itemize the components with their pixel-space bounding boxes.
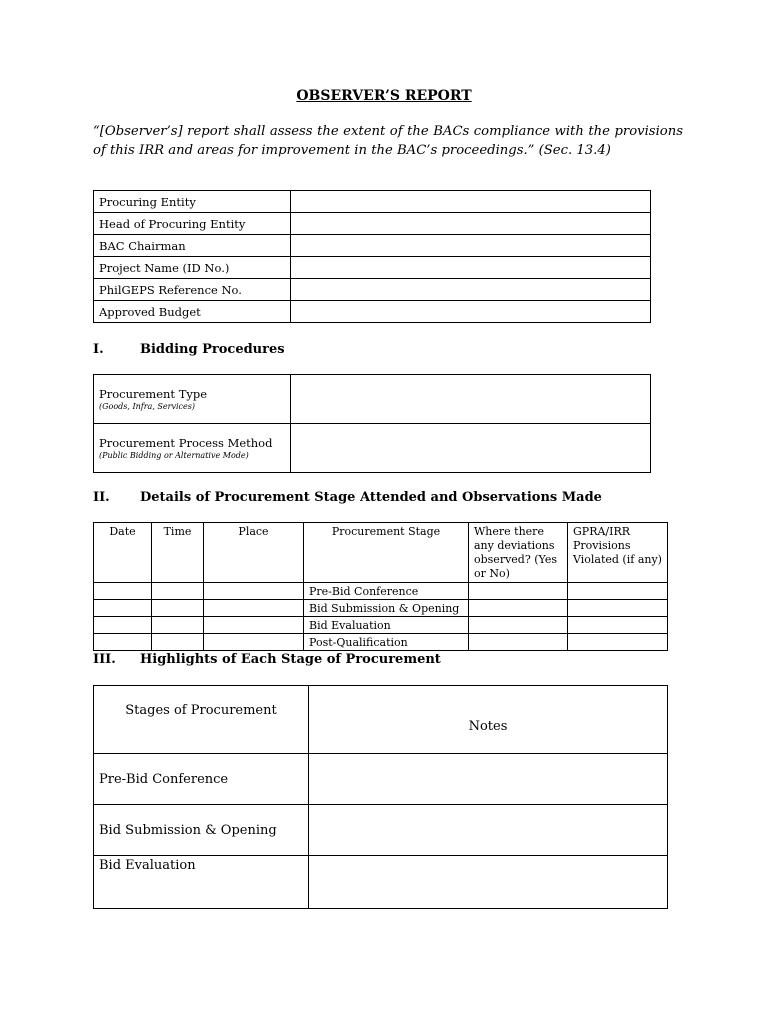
stage-label: Pre-Bid Conference [94,754,309,805]
table-row [94,600,668,617]
row-label: Head of Procuring Entity [94,213,291,235]
stage-cell: Bid Submission & Opening [304,600,469,617]
column-header-time: Time [152,523,204,583]
place-cell[interactable] [204,617,304,634]
row-label: Project Name (ID No.) [94,257,291,279]
date-cell[interactable] [94,583,152,600]
row-label: BAC Chairman [94,235,291,257]
value-cell[interactable] [291,191,651,213]
place-cell[interactable] [204,600,304,617]
label-text: Procurement Type [99,387,208,401]
notes-cell[interactable] [309,754,668,805]
highlights-table [93,685,668,909]
table-row [94,617,668,634]
row-label [94,375,291,424]
report-title: OBSERVER’S REPORT [296,88,472,104]
section-title: Bidding Procedures [140,342,285,357]
stage-label: Bid Submission & Opening [94,805,309,856]
column-header-notes: Notes [309,686,668,754]
section-number: I. [93,342,104,357]
place-cell[interactable] [204,634,304,651]
column-header-place: Place [204,523,304,583]
value-cell[interactable] [291,301,651,323]
place-cell[interactable] [204,583,304,600]
row-label: Procuring Entity [94,191,291,213]
notes-cell[interactable] [309,805,668,856]
deviation-cell[interactable] [469,600,568,617]
violation-cell[interactable] [568,600,668,617]
value-cell[interactable] [291,279,651,301]
violation-cell[interactable] [568,634,668,651]
label-text: Procurement Process Method [99,436,273,450]
time-cell[interactable] [152,634,204,651]
project-info-table [93,190,651,323]
date-cell[interactable] [94,617,152,634]
deviation-cell[interactable] [469,583,568,600]
table-row [94,213,651,235]
section-heading-2 [93,490,602,505]
column-header-stage: Procurement Stage [304,523,469,583]
date-cell[interactable] [94,600,152,617]
table-row [94,257,651,279]
section-number: III. [93,652,116,667]
bidding-procedures-table [93,374,651,473]
table-row [94,634,668,651]
time-cell[interactable] [152,583,204,600]
table-row [94,301,651,323]
section-number: II. [93,490,110,505]
value-cell[interactable] [291,235,651,257]
row-label: Approved Budget [94,301,291,323]
violation-cell[interactable] [568,583,668,600]
stage-cell: Bid Evaluation [304,617,469,634]
date-cell[interactable] [94,634,152,651]
deviation-cell[interactable] [469,634,568,651]
label-hint: (Goods, Infra, Services) [99,402,195,411]
table-row [94,424,651,473]
table-row [94,805,668,856]
table-row [94,856,668,909]
time-cell[interactable] [152,617,204,634]
deviation-cell[interactable] [469,617,568,634]
table-row [94,583,668,600]
table-row [94,375,651,424]
table-row [94,235,651,257]
value-cell[interactable] [291,375,651,424]
table-header-row [94,523,668,583]
value-cell[interactable] [291,257,651,279]
row-label [94,424,291,473]
irr-quote: “[Observer’s] report shall assess the extent of the BACs compliance with the provisions of this IRR and areas for improvement in the BAC’s proceedings.” (Sec. 13.4) [93,124,683,158]
label-hint: (Public Bidding or Alternative Mode) [99,451,249,460]
stage-cell: Post-Qualification [304,634,469,651]
table-header-row [94,686,668,754]
column-header-deviations: Where there any deviations observed? (Yes or No) [469,523,568,583]
procurement-stage-table [93,522,668,651]
column-header-date: Date [94,523,152,583]
time-cell[interactable] [152,600,204,617]
section-title: Highlights of Each Stage of Procurement [140,652,441,667]
section-heading-1 [93,342,285,357]
table-row [94,279,651,301]
notes-cell[interactable] [309,856,668,909]
value-cell[interactable] [291,213,651,235]
column-header-stages: Stages of Procurement [94,686,309,754]
section-heading-3 [93,652,441,667]
row-label: PhilGEPS Reference No. [94,279,291,301]
value-cell[interactable] [291,424,651,473]
stage-cell: Pre-Bid Conference [304,583,469,600]
violation-cell[interactable] [568,617,668,634]
stage-label: Bid Evaluation [94,856,309,909]
section-title: Details of Procurement Stage Attended and Observations Made [140,490,602,505]
column-header-violations: GPRA/IRR Provisions Violated (if any) [568,523,668,583]
table-row [94,191,651,213]
table-row [94,754,668,805]
